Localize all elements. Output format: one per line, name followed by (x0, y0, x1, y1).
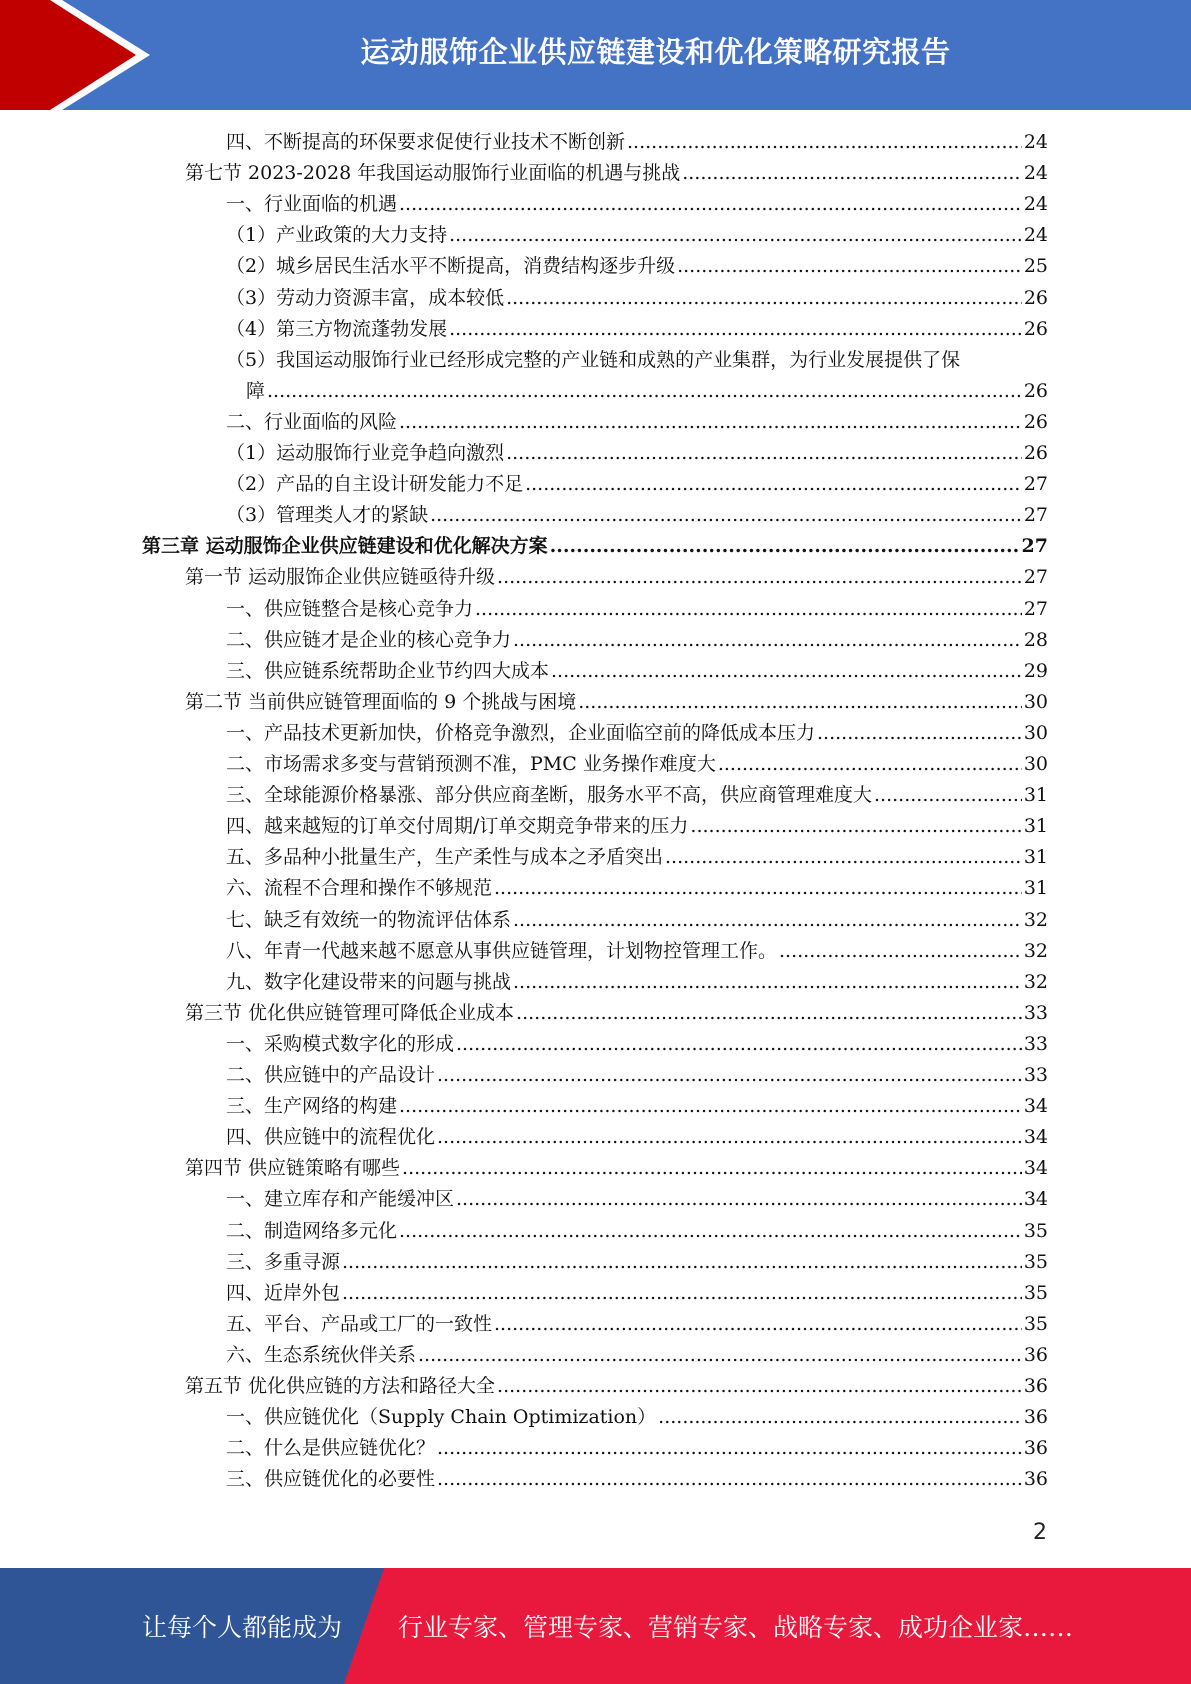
toc-entry-page: 26 (1023, 286, 1048, 309)
toc-entry[interactable] (226, 314, 1048, 345)
toc-leader-dots (718, 749, 1022, 780)
footer-slogan-left: 让每个人都能成为 (142, 1613, 343, 1642)
toc-entry[interactable] (226, 1340, 1048, 1371)
toc-entry-page: 34 (1023, 1095, 1048, 1118)
toc-entry-page: 27 (1021, 535, 1048, 558)
toc-entry-page: 36 (1023, 1375, 1048, 1397)
toc-entry-page: 31 (1023, 846, 1048, 869)
toc-leader-dots (456, 1029, 1022, 1060)
toc-entry[interactable] (226, 749, 1048, 780)
toc-entry[interactable] (226, 594, 1048, 625)
toc-entry-title: 九、数字化建设带来的问题与挑战 (226, 970, 512, 993)
toc-entry[interactable] (185, 158, 1048, 189)
toc-leader-dots (497, 562, 1022, 593)
toc-entry-page: 26 (1023, 379, 1048, 402)
toc-entry-title: 二、制造网络多元化 (226, 1219, 398, 1242)
toc-leader-dots (682, 158, 1022, 189)
toc-leader-dots (418, 1340, 1022, 1371)
toc-entry[interactable] (226, 842, 1048, 873)
toc-leader-dots (399, 189, 1022, 220)
toc-entry-page: 27 (1023, 566, 1048, 589)
toc-entry-page: 32 (1023, 970, 1048, 993)
toc-entry-title: 五、平台、产品或工厂的一致性 (226, 1312, 493, 1335)
toc-leader-dots (779, 936, 1022, 967)
toc-entry[interactable] (226, 936, 1048, 967)
toc-entry[interactable] (226, 1402, 1048, 1433)
toc-entry-page: 35 (1023, 1312, 1048, 1335)
toc-entry-page: 29 (1023, 659, 1048, 682)
toc-leader-dots (551, 656, 1022, 687)
toc-entry-page: 24 (1023, 193, 1048, 216)
toc-entry-title: （1）运动服饰行业竞争趋向激烈 (226, 442, 505, 464)
toc-entry-page: 33 (1023, 1001, 1048, 1024)
toc-leader-dots (437, 1464, 1022, 1495)
toc-leader-dots (665, 842, 1022, 873)
toc-entry[interactable] (226, 1184, 1048, 1215)
toc-entry-page: 27 (1023, 473, 1048, 496)
toc-entry[interactable] (226, 1216, 1048, 1247)
document-title: 运动服饰企业供应链建设和优化策略研究报告 (360, 34, 951, 69)
toc-entry[interactable] (226, 1122, 1048, 1153)
toc-entry[interactable] (226, 780, 1048, 811)
toc-entry-title: 第七节 2023-2028 年我国运动服饰行业面临的机遇与挑战 (185, 162, 681, 185)
toc-entry-page: 34 (1023, 1126, 1048, 1149)
header-arrow-icon (0, 0, 160, 110)
toc-entry[interactable] (226, 967, 1048, 998)
toc-entry-page: 33 (1023, 1032, 1048, 1055)
toc-entry-title: 四、越来越短的订单交付周期/订单交期竞争带来的压力 (226, 815, 689, 838)
toc-entry[interactable] (226, 1278, 1048, 1309)
toc-entry[interactable] (226, 1029, 1048, 1060)
toc-entry-title: 六、流程不合理和操作不够规范 (226, 877, 493, 900)
toc-leader-dots (497, 1371, 1022, 1402)
toc-entry-title: 三、生产网络的构建 (226, 1095, 398, 1118)
toc-entry[interactable] (185, 1153, 1048, 1184)
toc-leader-dots (402, 1153, 1022, 1184)
toc-entry-title: 第一节 运动服饰企业供应链亟待升级 (185, 566, 496, 589)
toc-leader-dots (267, 376, 1022, 407)
toc-leader-dots (342, 1278, 1022, 1309)
toc-entry[interactable] (226, 220, 1048, 251)
toc-entry-page: 35 (1023, 1281, 1048, 1304)
toc-entry-title: 第四节 供应链策略有哪些 (185, 1157, 401, 1180)
toc-entry-page: 30 (1023, 753, 1048, 775)
footer-slogan-right: 行业专家、管理专家、营销专家、战略专家、成功企业家…… (398, 1613, 1074, 1642)
toc-entry-page: 36 (1023, 1437, 1048, 1460)
toc-entry[interactable] (226, 1060, 1048, 1091)
toc-entry-title: （2）产品的自主设计研发能力不足 (226, 473, 524, 496)
toc-entry-page: 35 (1023, 1250, 1048, 1273)
toc-entry-page: 24 (1023, 162, 1048, 185)
toc-entry-title: 一、行业面临的机遇 (226, 193, 398, 216)
toc-entry-page: 30 (1023, 690, 1048, 713)
toc-entry-title: 三、供应链系统帮助企业节约四大成本 (226, 659, 550, 682)
toc-entry[interactable] (226, 625, 1048, 656)
toc-entry-page: 33 (1023, 1064, 1048, 1086)
toc-entry-page: 30 (1023, 721, 1048, 744)
toc-entry-page: 24 (1023, 224, 1048, 247)
toc-entry-title: 三、供应链优化的必要性 (226, 1468, 436, 1491)
toc-entry-page: 31 (1023, 784, 1048, 807)
toc-entry-title: 二、什么是供应链优化？ (226, 1437, 436, 1460)
toc-leader-dots (525, 469, 1022, 500)
toc-entry-page: 26 (1023, 410, 1048, 433)
toc-entry-page: 32 (1023, 939, 1048, 962)
toc-leader-dots (513, 905, 1022, 936)
toc-entry-title: 三、全球能源价格暴涨、部分供应商垄断，服务水平不高，供应商管理难度大 (226, 784, 873, 807)
toc-leader-dots (430, 500, 1022, 531)
toc-leader-dots (513, 625, 1022, 656)
toc-entry[interactable] (226, 283, 1048, 314)
toc-entry-title: 二、供应链才是企业的核心竞争力 (226, 628, 512, 651)
toc-entry-title: （4）第三方物流蓬勃发展 (226, 317, 448, 340)
toc-entry[interactable] (246, 376, 1048, 407)
toc-entry[interactable] (226, 1309, 1048, 1340)
toc-entry-page: 24 (1023, 131, 1048, 153)
toc-entry-page: 26 (1023, 317, 1048, 340)
toc-entry-title: 四、近岸外包 (226, 1281, 341, 1304)
toc-leader-dots (550, 531, 1020, 562)
toc-leader-dots (494, 1309, 1022, 1340)
toc-entry-title: （2）城乡居民生活水平不断提高，消费结构逐步升级 (226, 255, 676, 278)
toc-entry[interactable] (226, 500, 1048, 531)
toc-entry-title: 一、采购模式数字化的形成 (226, 1032, 455, 1055)
toc-entry[interactable] (185, 562, 1048, 593)
toc-entry-title: 五、多品种小批量生产，生产柔性与成本之矛盾突出 (226, 846, 664, 869)
toc-entry-page: 36 (1023, 1468, 1048, 1491)
toc-entry-title: （3）管理类人才的紧缺 (226, 504, 429, 527)
toc-leader-dots (817, 718, 1022, 749)
toc-entry-title: 第三节 优化供应链管理可降低企业成本 (185, 1001, 515, 1024)
toc-entry-title: 四、不断提高的环保要求促使行业技术不断创新 (226, 131, 626, 153)
toc-entry-title: 第三章 运动服饰企业供应链建设和优化解决方案 (142, 535, 548, 558)
toc-entry[interactable] (226, 127, 1048, 158)
toc-leader-dots (437, 1433, 1022, 1464)
toc-entry-title: 二、行业面临的风险 (226, 410, 398, 433)
toc-entry-page: 36 (1023, 1343, 1048, 1366)
toc-entry[interactable] (185, 687, 1048, 718)
toc-leader-dots (690, 811, 1021, 842)
toc-entry-page: 31 (1023, 877, 1048, 900)
toc-entry-page: 26 (1023, 442, 1048, 464)
toc-entry-title: 一、供应链优化（Supply Chain Optimization） (226, 1406, 657, 1429)
toc-entry-page: 36 (1023, 1406, 1048, 1429)
toc-leader-dots (658, 1402, 1022, 1433)
toc-entry[interactable] (185, 1371, 1048, 1402)
toc-entry[interactable] (142, 531, 1048, 562)
toc-entry[interactable] (226, 1091, 1048, 1122)
toc-entry[interactable] (226, 1247, 1048, 1278)
toc-entry[interactable] (185, 998, 1048, 1029)
toc-leader-dots (449, 220, 1022, 251)
toc-leader-dots (627, 127, 1022, 158)
page-header (0, 0, 1191, 110)
toc-entry[interactable] (226, 811, 1048, 842)
toc-leader-dots (513, 967, 1022, 998)
toc-entry-title: 第二节 当前供应链管理面临的 9 个挑战与困境 (185, 690, 577, 713)
toc-entry-title: 一、供应链整合是核心竞争力 (226, 597, 474, 620)
toc-entry-text: （5）我国运动服饰行业已经形成完整的产业链和成熟的产业集群，为行业发展提供了保 (226, 348, 961, 371)
toc-entry[interactable] (226, 1464, 1048, 1495)
toc-entry-title: （3）劳动力资源丰富，成本较低 (226, 286, 505, 309)
toc-leader-dots (399, 1091, 1022, 1122)
toc-leader-dots (677, 251, 1022, 282)
toc-entry-page: 32 (1023, 908, 1048, 931)
toc-entry[interactable] (226, 1433, 1048, 1464)
toc-entry-page: 28 (1023, 628, 1048, 651)
toc-leader-dots (506, 283, 1022, 314)
toc-leader-dots (516, 998, 1022, 1029)
toc-leader-dots (874, 780, 1022, 811)
toc-entry[interactable] (226, 251, 1048, 282)
toc-entry-title: 六、生态系统伙伴关系 (226, 1343, 417, 1366)
toc-leader-dots (399, 1216, 1022, 1247)
toc-entry-page: 27 (1023, 504, 1048, 527)
toc-entry[interactable] (226, 189, 1048, 220)
toc-entry-page: 34 (1023, 1188, 1048, 1211)
toc-leader-dots (342, 1247, 1022, 1278)
toc-leader-dots (437, 1122, 1022, 1153)
toc-entry-page: 35 (1023, 1219, 1048, 1242)
toc-leader-dots (456, 1184, 1022, 1215)
toc-entry-title: 二、供应链中的产品设计 (226, 1064, 436, 1086)
page-number: 2 (1033, 1520, 1047, 1545)
page-footer (0, 1568, 1191, 1684)
toc-entry-title: 一、产品技术更新加快，价格竞争激烈，企业面临空前的降低成本压力 (226, 721, 816, 744)
toc-entry[interactable] (226, 407, 1048, 438)
toc-entry-title: 七、缺乏有效统一的物流评估体系 (226, 908, 512, 931)
toc-entry-page: 34 (1023, 1157, 1048, 1180)
toc-entry[interactable] (226, 873, 1048, 904)
toc-entry-title: 四、供应链中的流程优化 (226, 1126, 436, 1149)
toc-leader-dots (475, 594, 1022, 625)
toc-entry-title: 三、多重寻源 (226, 1250, 341, 1273)
toc-entry[interactable] (226, 469, 1048, 500)
toc-entry-title: 第五节 优化供应链的方法和路径大全 (185, 1375, 496, 1397)
toc-entry-title: 八、年青一代越来越不愿意从事供应链管理，计划物控管理工作。 (226, 939, 778, 962)
toc-entry-page: 25 (1023, 255, 1048, 278)
toc-leader-dots (449, 314, 1022, 345)
toc-entry[interactable] (226, 905, 1048, 936)
toc-entry-title: （1）产业政策的大力支持 (226, 224, 448, 247)
toc-entry[interactable] (226, 718, 1048, 749)
toc-leader-dots (399, 407, 1022, 438)
toc-leader-dots (506, 438, 1022, 469)
toc-entry[interactable] (226, 656, 1048, 687)
toc-entry-title: 一、建立库存和产能缓冲区 (226, 1188, 455, 1211)
toc-entry-title: 二、市场需求多变与营销预测不准，PMC 业务操作难度大 (226, 753, 716, 775)
toc-leader-dots (578, 687, 1022, 718)
toc-leader-dots (437, 1060, 1022, 1091)
toc-entry-title: 障 (246, 379, 266, 402)
toc-entry[interactable] (226, 438, 1048, 469)
toc-entry-page: 27 (1023, 597, 1048, 620)
toc-leader-dots (494, 873, 1022, 904)
toc-entry-page: 31 (1023, 815, 1048, 838)
